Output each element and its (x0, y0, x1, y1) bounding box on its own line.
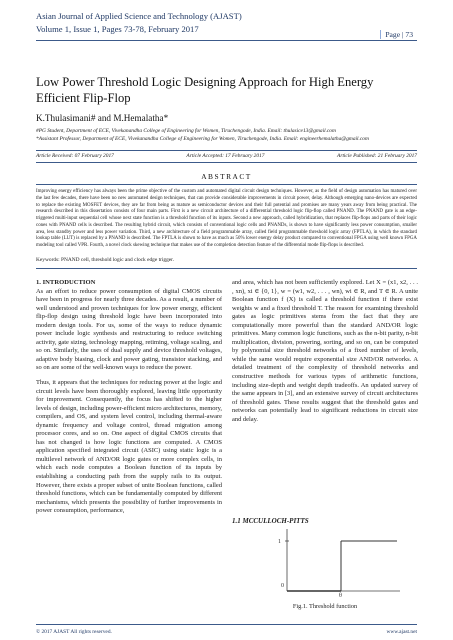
date-received: Article Received: 07 February 2017 (36, 153, 114, 159)
page-footer (36, 629, 417, 635)
mcculloch-pitts-heading: 1.1 MCCULLOCH-PITTS (232, 517, 309, 525)
fig-label-origin: 0 (281, 583, 284, 589)
abstract-heading: ABSTRACT (201, 172, 252, 181)
copyright: © 2017 AJAST All rights reserved. (36, 629, 112, 635)
intro-paragraph-1: As an effort to reduce power consumption of digital CMOS circuits have been in progress for nearly three decades. As a result, a number of well understood and proven techniques for low power energy, efficient flip-flop design using threshold logic have been incorporated into modern design tools. For us, some of the ways to reduce dynamic power include logic synthesis and restructuring to reduce switching activity, gate sizing, technology mapping, retiming, voltage scaling, and so on. Similarly, the uses of dual supply and device threshold voltages, adaptive body biasing, clock and power gating, transistor stacking, and so on are some of the well-known ways to reduce the power. (36, 287, 222, 372)
journal-name: Asian Journal of Applied Science and Technology (AJAST) (36, 11, 242, 21)
footer-rule (36, 624, 417, 625)
header-rule (36, 40, 417, 41)
left-column (36, 279, 222, 522)
intro-paragraph-2: Thus, it appears that the techniques for reducing power at the logic and circuit levels have been thoroughly explored, leaving little opportunity for improvement. Consequently, the focus has shifted to the higher levels of design, including power-efficient micro architectures, memory, compilers, and OS, and system level control, including thermal-aware dynamic frequency and voltage control, thread migration among processor cores, and so on. One aspect of digital CMOS circuits that has not changed is how logic functions are computed. A CMOS application specified integrated circuit (ASIC) using static logic is a multilevel network of AND/OR logic gates or more complex cells, in which each node computes a Boolean function of its inputs by establishing a conducting path from the supply rails to its output. However, there exists a proper subset of unite Boolean functions, called threshold functions, which can be fundamentally computed by different mechanisms, which presents the possibility of further improvements in power consumption, performance, (36, 379, 222, 515)
figure-caption: Fig.1. Threshold function (292, 603, 358, 610)
right-column (232, 279, 418, 430)
abstract-rule-bottom (36, 268, 417, 269)
affiliation-2: *Assistant Professor, Department of ECE, Vivekanandha College of Engineering for Women, Tiruchengode, India. Email: engineerhemalatha@gmail.com (36, 136, 369, 142)
date-published: Article Published: 21 February 2017 (337, 153, 417, 159)
fig-label-one: 1 (278, 539, 281, 545)
abstract-rule-top (36, 184, 417, 185)
keywords: Keywords: PNAND cell, threshold logic and clock edge trigger. (36, 257, 175, 263)
volume-info: Volume 1, Issue 1, Pages 73-78, February 2017 (36, 24, 199, 34)
intro-heading: 1. INTRODUCTION (36, 279, 96, 286)
dates-rule-bottom (36, 162, 417, 163)
abstract-text: Improving energy efficiency has always been the prime objective of the custom and automated digital circuit design techniques. However, as the field of design automation has matured over the last few decades, there have been no new automated design techniques, that can provide considerable improvements in circuit power, delay. Although emerging nano-devices are expected to replace the existing MOSFET devices, they are far from being as mature as semiconductor devices and their full potential and promises are many years away from being practical. The research described in this dissertation consists of four main parts. First is a new circuit architecture of a differential threshold logic flip-flop called PNAND. The PNAND gate is an edge-triggered multi-input sequential cell whose next state function is a threshold function of its inputs. Second a new approach, called hybridization, that replaces flip-flops and parts of their logic cones with PNAND cells is described. The resulting hybrid circuit, which consists of conventional logic cells and PNANDs, is shown to have significantly less power consumption, smaller area, less standby power and less power variation. Third, a new architecture of a field programmable array, called field programmable threshold logic array (FPTLA), in which the standard lookup table (LUT) is replaced by a PNAND is described. The FPTLA is shown to have as much as 50% lower energy delay product compared to conventional FPGA using well known FPGA modeling tool called VPR. Fourth, a novel clock skewing technique that makes use of the completion detection feature of the differential mode flip-flops is described. (36, 189, 417, 248)
affiliations (36, 127, 420, 143)
journal-header (36, 10, 417, 39)
article-dates (36, 153, 417, 159)
paper-title: Low Power Threshold Logic Designing Approach for High Energy Efficient Flip-Flop (36, 75, 374, 105)
dates-rule-top (36, 150, 417, 151)
fig-label-theta: θ (339, 593, 342, 597)
right-paragraph-1: and area, which has not been sufficiently explored. Let X = (x1, x2, . . . , xn), xi ∈ {0, 1}, w = (w1, w2, . . . , wn), wi ∈ R, and T ∈ R. A unite Boolean function f (X) is called a threshold function if there exist weights w and a fixed threshold T. The reason for examining threshold gates as logic primitives stems from the fact that they are computationally more powerful than the standard AND/OR logic primitives. Many common logic functions, such as the n-bit parity, n-bit multiplication, division, powering, sorting, and so on, can be computed by polynomial size threshold networks of a fixed number of levels, while the same would require exponential size AND/OR networks. A detailed treatment of the complexity of threshold networks and constructive methods for various types of arithmetic functions, including size-depth and weight depth tradeoffs. An updated survey of the same appears in [3], and an extensive survey of circuit architectures of threshold gates. These results suggest that the threshold gates and networks can potentially lead to significant reductions in circuit size and delay. (232, 279, 418, 423)
journal-url-link[interactable]: www.ajast.net (386, 629, 417, 635)
authors: K.Thulasimani# and M.Hemalatha* (36, 113, 169, 123)
date-accepted: Article Accepted: 17 February 2017 (186, 153, 265, 159)
affiliation-1: #PG Student, Department of ECE, Vivekanandha College of Engineering for Women, Tiruchengode, India. Email: thulasice13@gmail.com (36, 128, 336, 134)
threshold-function-figure (275, 527, 405, 597)
page-number: Page | 73 (380, 30, 413, 39)
